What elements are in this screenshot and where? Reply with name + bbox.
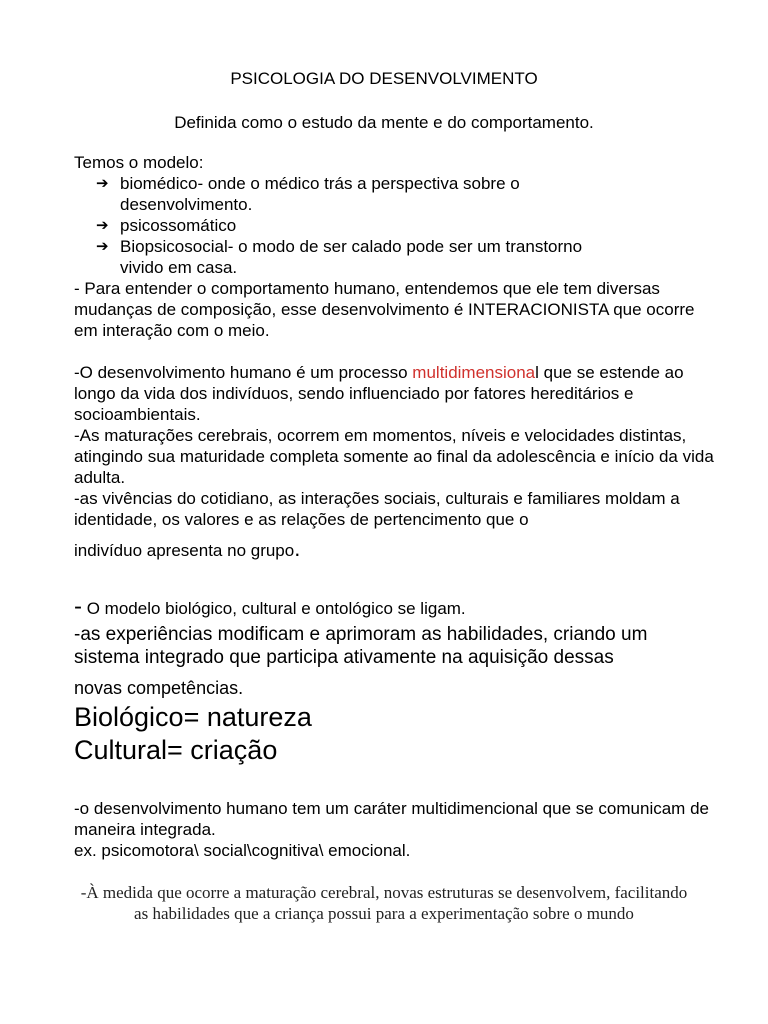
arrow-right-icon: ➔ — [96, 238, 109, 255]
paragraph-carater — [74, 798, 714, 861]
paragraph-maturacoes: -As maturações cerebrais, ocorrem em momentos, níveis e velocidades distintas, atingindo sua maturidade completa somente ao final da adolescência e início da vida adulta. — [74, 426, 714, 487]
bullet-continuation: desenvolvimento. — [120, 195, 253, 214]
document-subtitle: Definida como o estudo da mente e do comportamento. — [174, 113, 594, 132]
arrow-right-icon: ➔ — [96, 175, 109, 192]
paragraph-text: -as experiências modificam e aprimoram as habilidades, criando um sistema integrado que participa ativamente na aquisição dessas — [74, 624, 648, 668]
heading-biologico: Biológico= natureza — [74, 702, 312, 732]
paragraph-text: -O desenvolvimento humano é um processo — [74, 363, 413, 382]
paragraph-text: l que se estende ao longo da vida dos indivíduos, sendo influenciado por fatores hereditários e socioambientais. — [74, 363, 684, 424]
list-item — [74, 173, 714, 215]
period: . — [294, 536, 301, 561]
bullet-text: psicossomático — [120, 216, 237, 235]
paragraph-text: O modelo biológico, cultural e ontológico se ligam. — [82, 599, 466, 618]
paragraph-multidimensional — [74, 362, 714, 425]
bullet-continuation: vivido em casa. — [120, 258, 238, 277]
paragraph-end-line — [74, 538, 714, 561]
paragraph-example: ex. psicomotora\ social\cognitiva\ emocional. — [74, 841, 411, 860]
bullet-text: Biopsicosocial- o modo de ser calado pode ser um transtorno — [120, 237, 583, 256]
model-intro: Temos o modelo: — [74, 153, 204, 172]
paragraph-text: indivíduo apresenta no grupo — [74, 541, 295, 560]
paragraph-modelo-ligam — [74, 593, 714, 620]
list-item — [74, 215, 714, 236]
paragraph-vivencias — [74, 488, 714, 561]
paragraph-experiencias — [74, 623, 714, 700]
bullet-text: biomédico- onde o médico trás a perspectiva sobre o — [120, 174, 520, 193]
model-list — [74, 173, 714, 278]
heading-cultural: Cultural= criação — [74, 735, 278, 765]
paragraph-text: -o desenvolvimento humano tem um caráter multidimencional que se comunicam de maneira integrada. — [74, 799, 709, 839]
paragraph-maturacao-cerebral: -À medida que ocorre a maturação cerebral, novas estruturas se desenvolvem, facilitando as habilidades que a criança possui para a experimentação sobre o mundo — [80, 883, 688, 923]
paragraph-text: -as vivências do cotidiano, as interações sociais, culturais e familiares moldam a identidade, os valores e as relações de pertencimento que o — [74, 489, 680, 529]
document-title: PSICOLOGIA DO DESENVOLVIMENTO — [230, 69, 538, 88]
arrow-right-icon: ➔ — [96, 217, 109, 234]
dash: - — [74, 593, 82, 620]
highlighted-word: multidimensiona — [412, 363, 536, 382]
model-section — [74, 152, 714, 341]
paragraph-end-line: novas competências. — [74, 678, 244, 698]
list-item — [74, 236, 714, 278]
paragraph-interacionista: - Para entender o comportamento humano, entendemos que ele tem diversas mudanças de composição, esse desenvolvimento é INTERACIONISTA que ocorre em interação com o meio. — [74, 279, 695, 340]
